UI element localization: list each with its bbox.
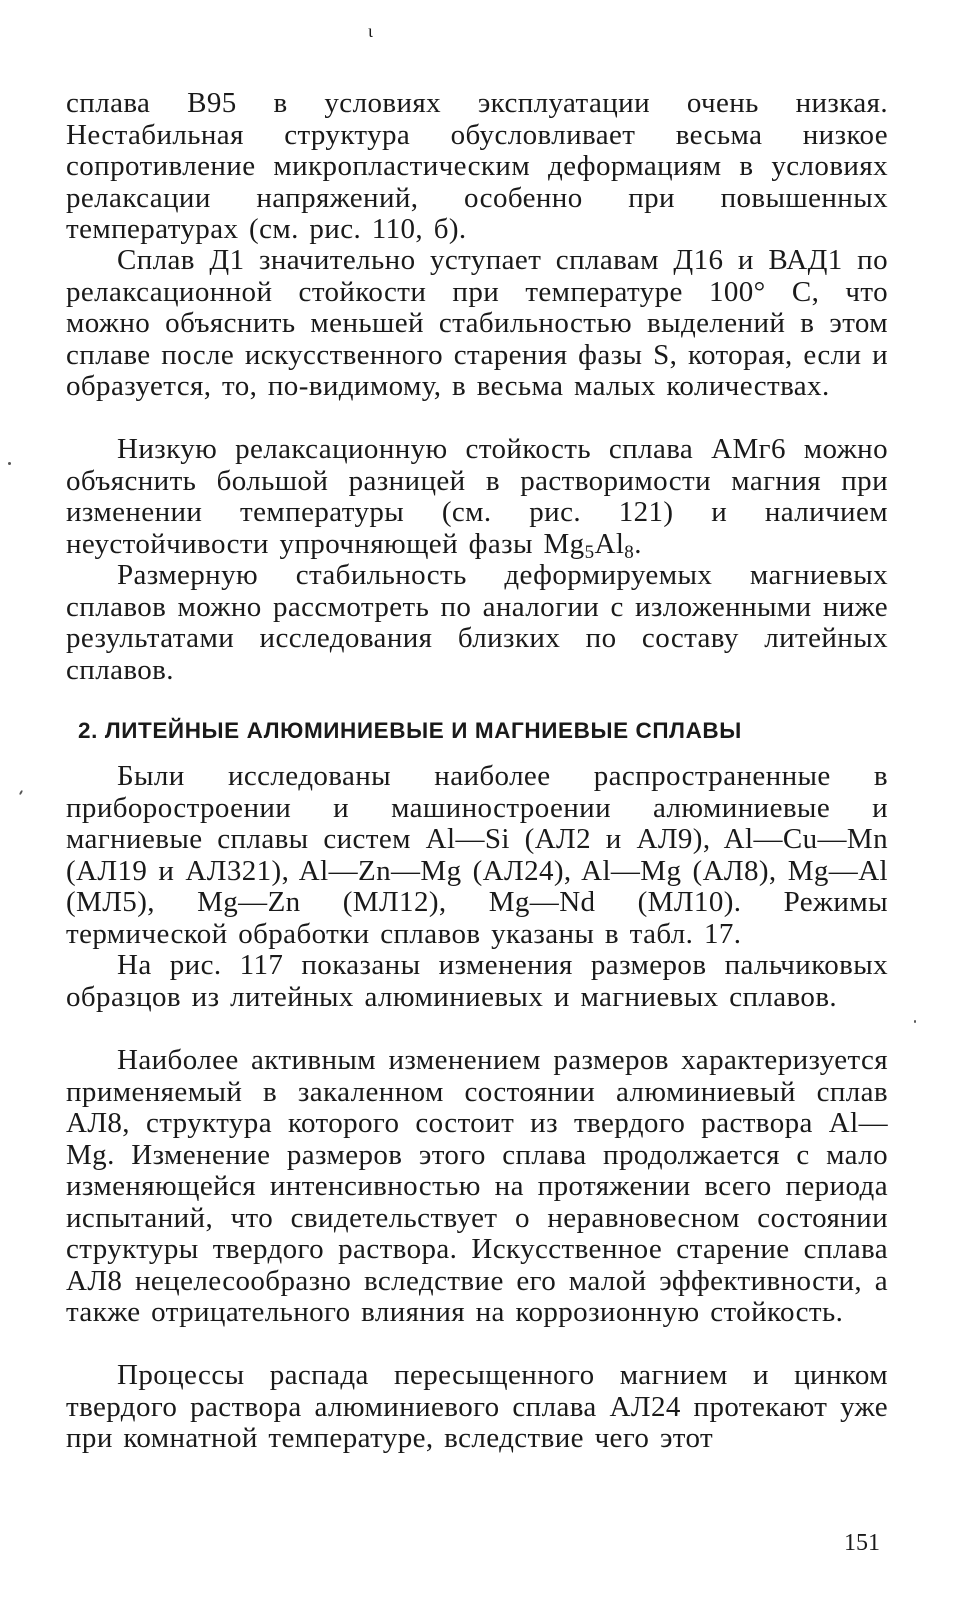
scan-speck: [914, 1020, 916, 1023]
paragraph-investigated-alloys: Были исследованы наиболее распространенные в приборостроении и машиностроении алюминиевые и магниевые сплавы систем Al—Si (АЛ2 и АЛ9), Al—Cu—Mn (АЛ19 и АЛ321), Al—Zn—Mg (АЛ24), Al—Mg (АЛ8), Mg—Al (МЛ5), Mg—Zn (МЛ12), Mg—Nd (МЛ10). Режимы термической обработки сплавов указаны в табл. 17.: [66, 760, 888, 950]
paragraph-al8-alloy: Наиболее активным изменением размеров характеризуется применяемый в закаленном состоянии алюминиевый сплав АЛ8, структура которого состоит из твердого раствора Al—Mg. Изменение размеров этого сплава продолжается с мало изменяющейся интенсивностью на протяжении всего периода испытаний, что свидетельствует о неравновесном состоянии структуры твердого раствора. Искусственное старение сплава АЛ8 нецелесообразно вследствие его малой эффективности, а также отрицательного влияния на коррозионную стойкость.: [66, 1044, 888, 1328]
paragraph-continuation: сплава В95 в условиях эксплуатации очень низкая. Нестабильная структура обусловливает весьма низкое сопротивление микропластическим деформациям в условиях релаксации напряжений, особенно при повышенных температурах (см. рис. 110, б).: [66, 87, 888, 245]
paragraph-d1-alloy: Сплав Д1 значительно уступает сплавам Д16 и ВАД1 по релаксационной стойкости при температуре 100° С, что можно объяснить меньшей стабильностью выделений в этом сплаве после искусственного старения фазы S, которая, если и образуется, то, по-видимому, в весьма малых количествах.: [66, 244, 888, 402]
scan-speck: [19, 790, 23, 795]
paragraph-figure-117: На рис. 117 показаны изменения размеров пальчиковых образцов из литейных алюминиевых и магниевых сплавов.: [66, 949, 888, 1013]
top-margin-mark: ι: [368, 21, 373, 41]
paragraph-magnesium-stability: Размерную стабильность деформируемых магниевых сплавов можно рассмотреть по аналогии с изложенными ниже результатами исследования близких по составу литейных сплавов.: [66, 559, 888, 686]
paragraph-al24-alloy: Процессы распада пересыщенного магнием и цинком твердого раствора алюминиевого сплава АЛ24 протекают уже при комнатной температуре, вследствие чего этот: [66, 1359, 888, 1454]
paragraph-amg6-alloy: [66, 433, 888, 563]
page-number: 151: [844, 1530, 880, 1556]
paragraph-amg6-text: Низкую релаксационную стойкость сплава АМг6 можно объяснить большой разницей в растворимости магния при изменении температуры (см. рис. 121) и наличием неустойчивости упрочняющей фазы Mg: [66, 433, 888, 560]
subscript-al: 8: [624, 541, 635, 563]
formula-al: Al: [594, 527, 625, 560]
book-page: [66, 0, 888, 1600]
subscript-mg: 5: [584, 541, 595, 563]
scan-speck: [8, 462, 11, 465]
section-heading: 2. ЛИТЕЙНЫЕ АЛЮМИНИЕВЫЕ И МАГНИЕВЫЕ СПЛАВЫ: [78, 718, 742, 743]
paragraph-amg6-end: .: [634, 527, 642, 560]
